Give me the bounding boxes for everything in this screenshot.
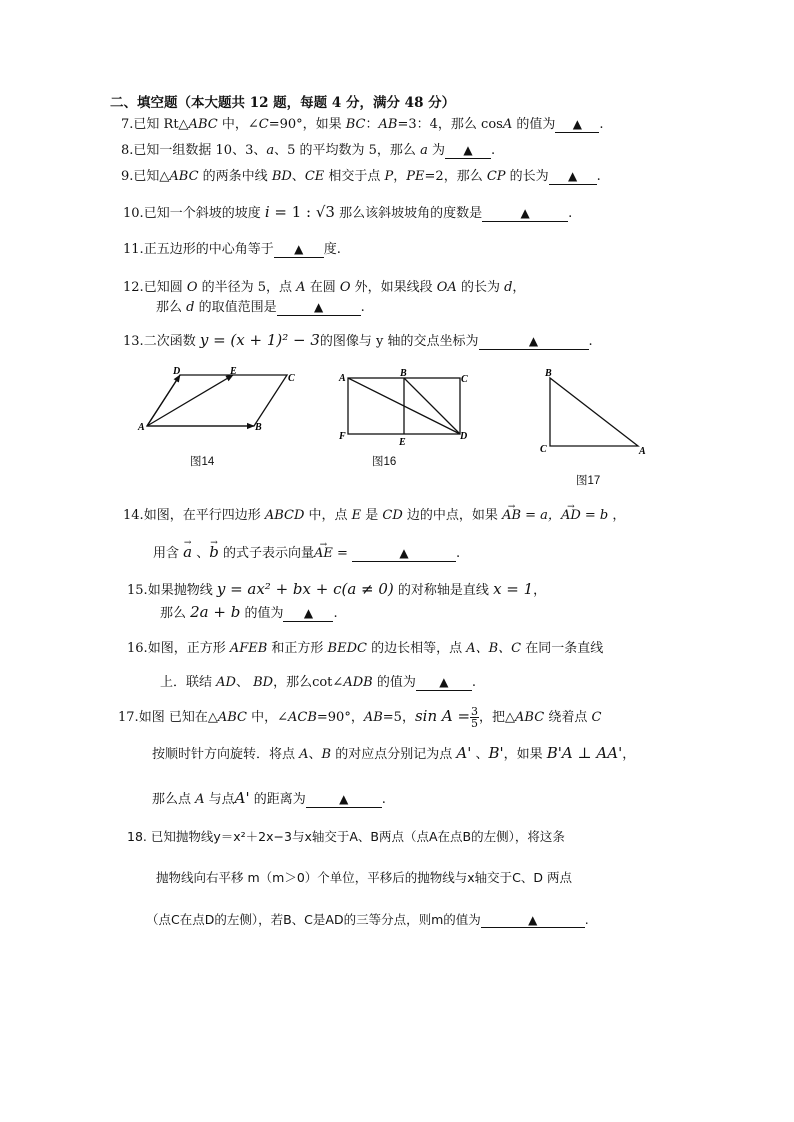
question-10: 10.已知一个斜坡的坡度 i = 1 : √3 那么该斜坡坡角的度数是 ▲ . xyxy=(123,203,573,221)
question-12: 12.已知圆 O 的半径为 5，点 A 在圆 O 外，如果线段 OA 的长为 d， xyxy=(123,280,526,295)
question-16-line-2: 上．联结 AD、 BD，那么cot∠ADB 的值为 ▲ . xyxy=(160,675,476,690)
figure-16-squares xyxy=(336,366,476,448)
label-b: B xyxy=(400,368,407,379)
figure-17-caption: 图17 xyxy=(576,475,601,487)
question-18: 18. 已知抛物线y＝x²＋2x−3与x轴交于A、B两点（点A在点B的左侧），将这条 xyxy=(127,829,565,844)
triangle-icon: ▲ xyxy=(399,546,409,560)
label-d: D xyxy=(173,366,181,377)
triangle-icon: ▲ xyxy=(313,300,324,314)
question-17: 17.如图 已知在△ABC 中，∠ACB=90°，AB=5，sin A = $\frac{3}{5}$ ，把△ABC 绕着点 C xyxy=(118,705,602,730)
triangle-icon: ▲ xyxy=(294,242,304,256)
question-14: 14.如图，在平行四边形 ABCD 中，点 E 是 CD 边的中点，如果 → AB = a，→ AD = b ， xyxy=(123,507,625,525)
question-7: 7.已知 Rt△ABC 中，∠C=90°，如果 BC：AB=3：4，那么 cosA 的值为 ▲ . xyxy=(121,117,604,132)
fraction-three-fifths: $\frac{3}{5}$ xyxy=(471,705,479,730)
answer-blank[interactable] xyxy=(445,143,491,159)
label-d: D xyxy=(460,431,468,442)
label-c: C xyxy=(288,373,295,384)
answer-blank[interactable] xyxy=(306,792,382,808)
vector-ae xyxy=(147,375,233,426)
label-c: C xyxy=(540,444,547,455)
answer-blank[interactable] xyxy=(481,913,585,928)
label-e: E xyxy=(230,366,237,377)
answer-blank[interactable] xyxy=(352,546,456,562)
question-17-line-2: 按顺时针方向旋转．将点 A、B 的对应点分别记为点 A' 、B'，如果 B'A ⊥ AA'， xyxy=(152,744,636,762)
question-13: 13.二次函数 y = (x + 1)² − 3的图像与 y 轴的交点坐标为 ▲ . xyxy=(123,331,593,349)
label-a: A xyxy=(138,422,145,433)
triangle-icon: ▲ xyxy=(439,675,449,689)
triangle-icon: ▲ xyxy=(528,334,539,348)
triangle-icon: ▲ xyxy=(463,143,473,157)
question-18-line-3: （点C在点D的左侧），若B、C是AD的三等分点，则m的值为 ▲ . xyxy=(146,912,589,927)
label-b: B xyxy=(255,422,262,433)
label-f: F xyxy=(339,431,346,442)
triangle-icon: ▲ xyxy=(568,169,578,183)
question-18-line-2: 抛物线向右平移 m（m＞0）个单位，平移后的抛物线与x轴交于C、D 两点 xyxy=(156,870,573,885)
question-12-line-2: 那么 d 的取值范围是 ▲ . xyxy=(156,300,365,315)
question-number: 7. xyxy=(121,117,134,132)
answer-blank[interactable] xyxy=(555,117,599,133)
answer-blank[interactable] xyxy=(482,206,568,222)
answer-blank[interactable] xyxy=(416,675,472,691)
answer-blank[interactable] xyxy=(283,606,333,622)
answer-blank[interactable] xyxy=(479,334,589,350)
question-9: 9.已知△ABC 的两条中线 BD、CE 相交于点 P，PE=2，那么 CP 的长为 ▲ . xyxy=(121,169,601,184)
parallelogram-abcd xyxy=(147,375,287,426)
label-a: A xyxy=(339,373,346,384)
question-15: 15.如果抛物线 y = ax² + bx + c(a ≠ 0) 的对称轴是直线 x = 1， xyxy=(127,580,547,598)
question-14-line-2: 用含 → a 、→ b 的式子表示向量→ AE = ▲ . xyxy=(153,543,460,563)
answer-blank[interactable] xyxy=(277,300,361,316)
answer-blank[interactable] xyxy=(274,242,324,258)
triangle-icon: ▲ xyxy=(528,913,538,927)
question-17-line-3: 那么点 A 与点A' 的距离为 ▲ . xyxy=(152,789,386,807)
segment-bd xyxy=(404,378,460,434)
triangle-icon: ▲ xyxy=(572,117,582,131)
triangle-icon: ▲ xyxy=(303,606,314,620)
label-a: A xyxy=(639,446,646,457)
label-c: C xyxy=(461,374,468,385)
figure-14-caption: 图14 xyxy=(190,456,215,468)
question-11: 11.正五边形的中心角等于 ▲ 度. xyxy=(123,242,341,257)
triangle-abc xyxy=(550,378,638,446)
triangle-icon: ▲ xyxy=(339,792,349,806)
answer-blank[interactable] xyxy=(549,169,597,185)
question-15-line-2: 那么 2a + b 的值为 ▲ . xyxy=(160,603,338,621)
question-16: 16.如图，正方形 AFEB 和正方形 BEDC 的边长相等，点 A、B、C 在同一条直线 xyxy=(127,641,604,656)
figure-14-parallelogram xyxy=(136,364,306,440)
triangle-icon: ▲ xyxy=(520,206,530,220)
section-title: 二、填空题（本大题共 12 题，每题 4 分，满分 48 分） xyxy=(110,95,456,111)
vector-ad xyxy=(147,375,180,426)
figure-16-caption: 图16 xyxy=(372,456,397,468)
figure-17-right-triangle xyxy=(536,364,652,458)
question-8: 8.已知一组数据 10、3、a、5 的平均数为 5，那么 a 为 ▲ . xyxy=(121,143,496,158)
label-e: E xyxy=(399,437,406,448)
label-b: B xyxy=(545,368,552,379)
